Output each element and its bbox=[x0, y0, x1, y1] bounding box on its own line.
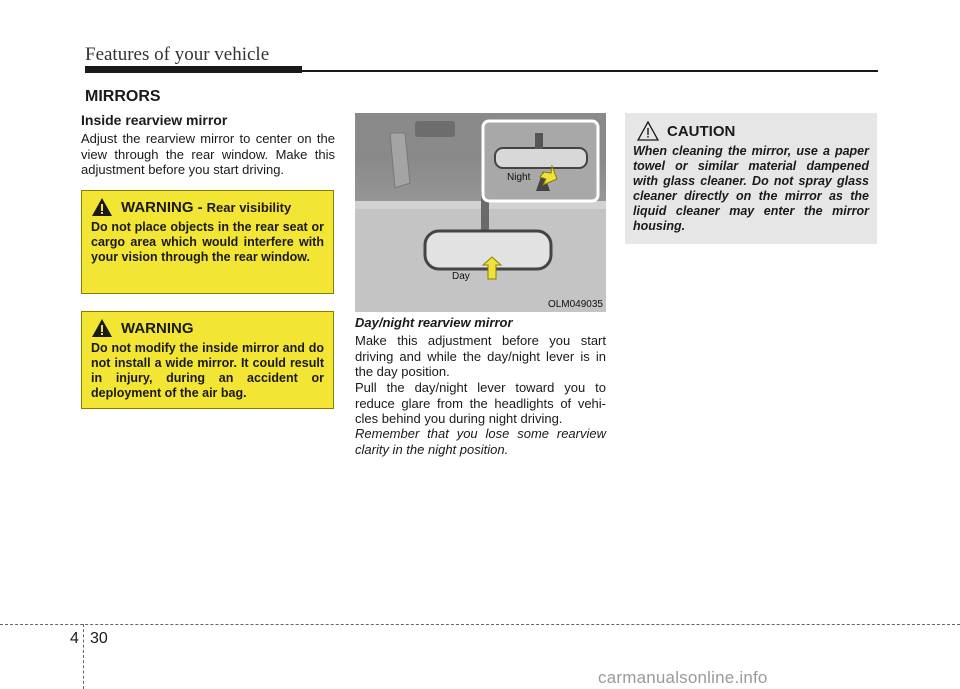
day-label: Day bbox=[452, 271, 470, 282]
caution-header bbox=[637, 121, 869, 141]
footer-divider bbox=[0, 624, 960, 625]
footer-vertical-divider bbox=[83, 624, 84, 689]
paragraph-clarity-note: Remember that you lose some rearview clarity in the night position. bbox=[355, 426, 606, 457]
header-rule-thin bbox=[300, 70, 878, 72]
warning-triangle-icon bbox=[91, 197, 113, 217]
warning-text: Do not modify the inside mirror and do not install a wide mirror. It could result in injury, during an accident or deployment of the air bag. bbox=[91, 341, 324, 400]
warning-box-rear-visibility bbox=[81, 190, 334, 294]
chapter-number: 4 bbox=[70, 630, 79, 647]
night-label: Night bbox=[507, 172, 531, 183]
caution-text: When cleaning the mirror, use a paper towel or similar material dampened with glass cleaner. Do not spray glass cleaner directly on the mirror as the liquid cleaner may enter the mirror housing. bbox=[633, 144, 869, 233]
figure-caption: Day/night rearview mirror bbox=[355, 315, 513, 330]
paragraph-day-position: Make this adjustment before you start driving and while the day/night lever is in the day position. bbox=[355, 333, 606, 379]
caution-triangle-icon bbox=[637, 121, 659, 141]
warning-triangle-icon bbox=[91, 318, 113, 338]
warning-title: WARNING - bbox=[121, 198, 203, 216]
page-number: 30 bbox=[90, 630, 108, 647]
warning-title: WARNING bbox=[121, 319, 194, 337]
paragraph-adjust: Adjust the rearview mirror to center on the view through the rear window. Make this adjustment before you start driving. bbox=[81, 131, 335, 177]
watermark: carmanualsonline.info bbox=[598, 668, 768, 687]
section-title: MIRRORS bbox=[85, 88, 161, 105]
figure-code: OLM049035 bbox=[547, 299, 603, 310]
caution-box bbox=[625, 113, 877, 244]
mirror-illustration bbox=[355, 113, 606, 312]
paragraph-night-lever: Pull the day/night lever toward you to reduce glare from the headlights of vehi-cles behind you during night driving. bbox=[355, 380, 606, 426]
warning-header bbox=[91, 197, 324, 217]
mirror-illustration-drawing bbox=[355, 113, 606, 312]
warning-box-mirror-modify bbox=[81, 311, 334, 409]
warning-subtitle: Rear visibility bbox=[206, 199, 292, 215]
header-title: Features of your vehicle bbox=[85, 44, 270, 65]
caution-title: CAUTION bbox=[667, 122, 736, 140]
warning-text: Do not place objects in the rear seat or cargo area which would interfere with your vision through the rear window. bbox=[91, 220, 324, 264]
subheading-inside-mirror: Inside rearview mirror bbox=[81, 112, 228, 128]
header-rule-thick bbox=[85, 66, 302, 73]
warning-header bbox=[91, 318, 324, 338]
